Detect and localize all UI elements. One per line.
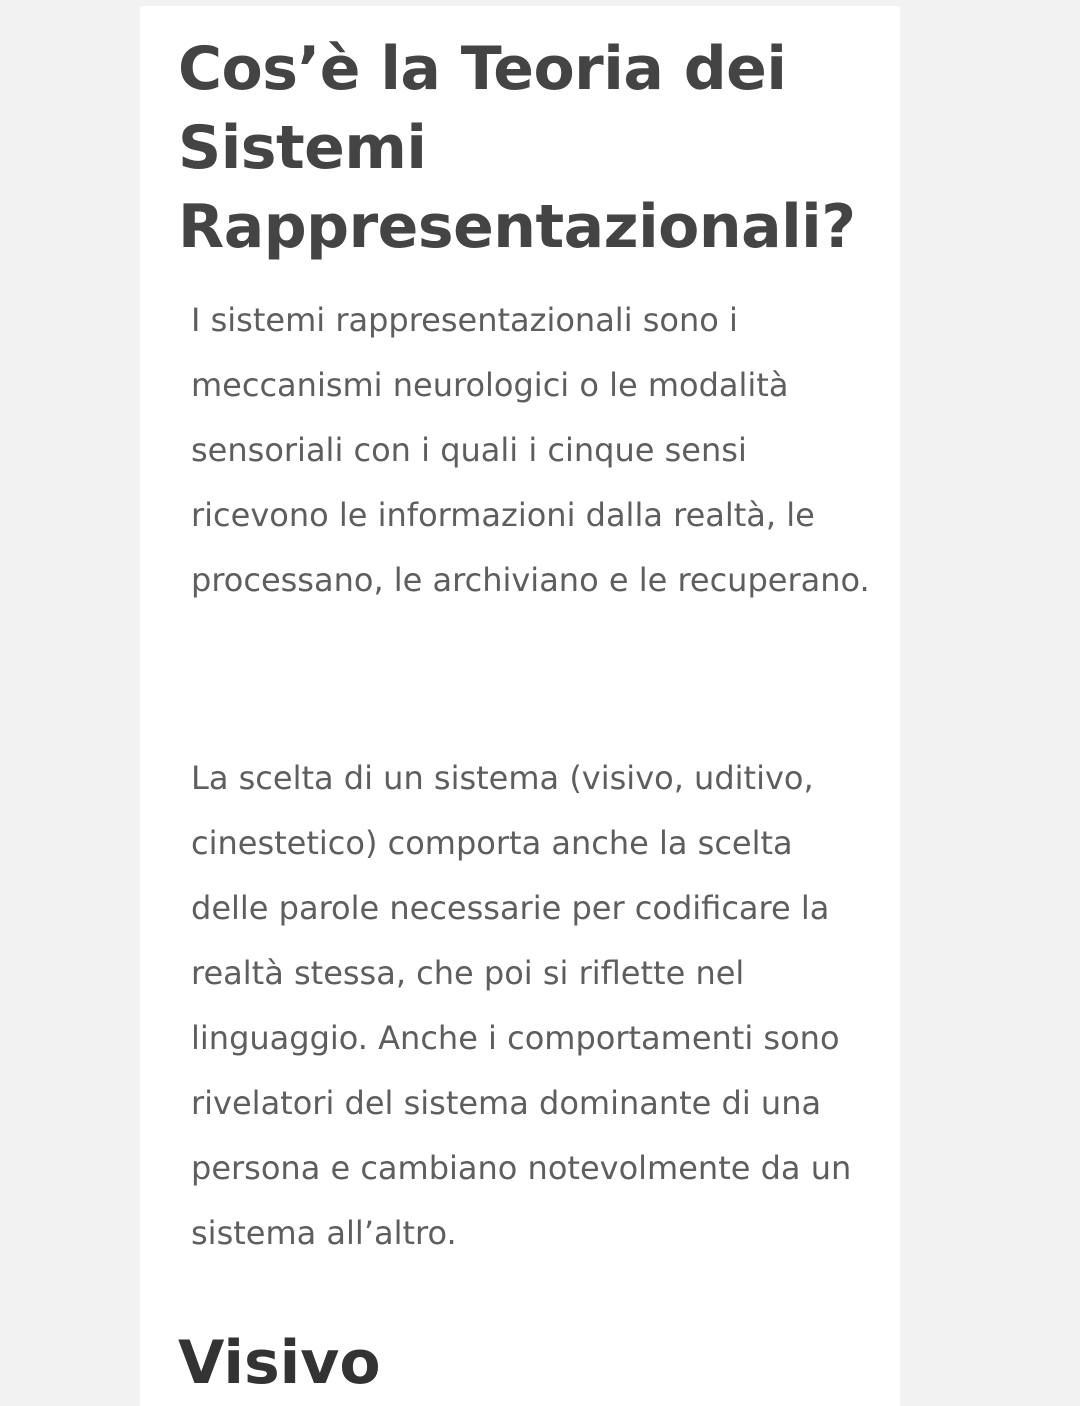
article-title: Cos’è la Teoria dei Sistemi Rappresentazionali? [178, 34, 856, 262]
article-paragraph-1: I sistemi rappresentazionali sono i meccanismi neurologici o le modalità sensoriali con i quali i cinque sensi ricevono le informazioni dalla realtà, le processano, le archiviano e le recuperano. [191, 301, 870, 599]
article-paragraph-2: La scelta di un sistema (visivo, uditivo, cinestetico) comporta anche la scelta delle parole necessarie per codificare la realtà stessa, che poi si riflette nel linguaggio. Anche i comportamenti sono rivelatori del sistema dominante di una persona e cambiano notevolmente da un sistema all’altro. [191, 759, 852, 1252]
section-heading-visivo: Visivo [178, 1328, 381, 1398]
article-card [140, 6, 900, 1406]
